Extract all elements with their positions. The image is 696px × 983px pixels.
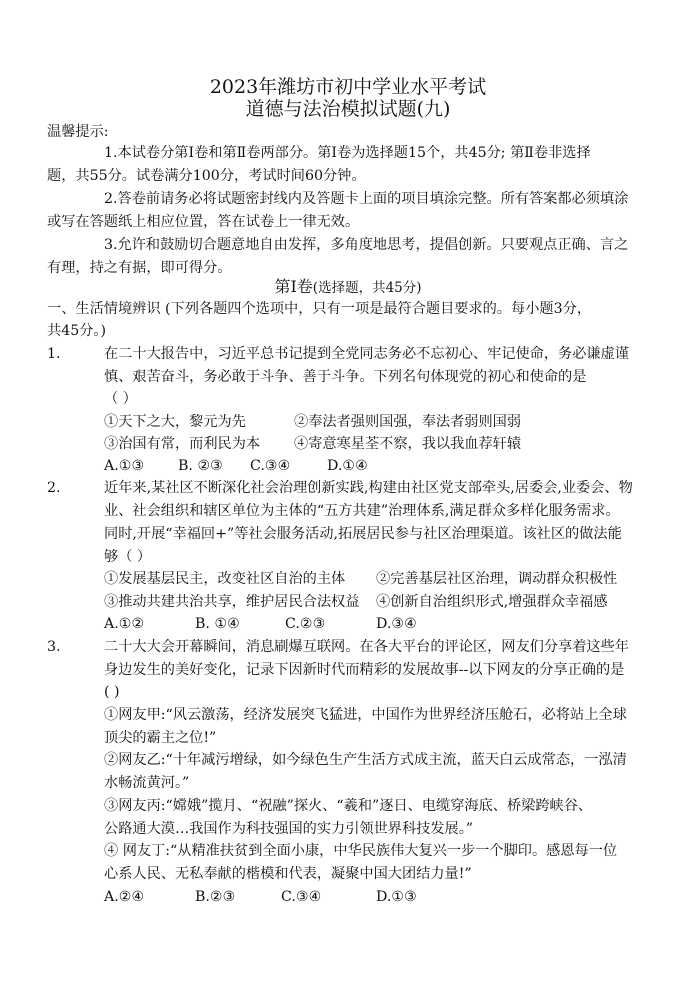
section-instruction: 一、生活情境辨识 (下列各题四个选项中，只有一项是最符合题目要求的。每小题3分， — [47, 301, 592, 317]
section-title: 第Ⅰ卷 — [274, 277, 313, 296]
statement-option: ②完善基层社区治理，调动群众积极性 — [376, 571, 618, 587]
notice-text: 2.答卷前请务必将试题密封线内及答题卡上面的项目填涂完整。所有答案都必须填涂 — [104, 191, 629, 207]
statement-option: ③推动共建共治共享，维护居民合法权益 — [104, 594, 360, 610]
exam-title: 2023年潍坊市初中学业水平考试 — [209, 76, 487, 98]
statement-option: ②网友乙:“十年减污增绿，如今绿色生产生活方式成主流，蓝天白云成常态，一泓清 — [104, 752, 627, 768]
choice-c: C.②③ — [285, 616, 326, 632]
statement-option: ①天下之大，黎元为先 — [104, 414, 246, 430]
statement-option: ④ 网友丁:“从精准扶贫到全面小康，中华民族伟大复兴一步一个脚印。感恩每一位 — [104, 843, 618, 859]
choice-d: D.③④ — [376, 616, 417, 632]
notice-text: 1.本试卷分第Ⅰ卷和第Ⅱ卷两部分。第Ⅰ卷为选择题15个，共45分; 第Ⅱ卷非选择 — [104, 145, 591, 161]
notice-text: 题，共55分。试卷满分100分，考试时间60分钟。 — [47, 168, 366, 184]
statement-option: ③治国有常，而利民为本 — [104, 436, 261, 452]
question-number: 3. — [47, 639, 61, 655]
notice-heading: 温馨提示: — [47, 124, 109, 140]
statement-option: 水畅流黄河。” — [104, 775, 190, 791]
choice-c: C.③④ — [281, 889, 322, 905]
choice-a: A.①② — [104, 616, 145, 632]
section-instruction: 共45分。) — [47, 323, 107, 339]
notice-text: 或写在答题纸上相应位置，答在试卷上一律无效。 — [47, 214, 360, 230]
choice-a: A.①③ — [104, 458, 145, 474]
question-stem: 同时,开展“幸福回+”等社会服务活动,拓展居民参与社区治理渠道。该社区的做法能 — [104, 526, 622, 542]
question-stem: 够（ ） — [104, 549, 152, 565]
statement-option: 顶尖的霸主之位!” — [104, 730, 217, 746]
choice-b: B.②③ — [195, 889, 236, 905]
statement-option: ②奉法者强则国强，奉法者弱则国弱 — [294, 414, 522, 430]
question-number: 2. — [47, 480, 61, 496]
notice-text: 3.允许和鼓励切合题意地自由发挥，多角度地思考，提倡创新。只要观点正确、言之 — [104, 237, 629, 253]
statement-option: 心系人民、无私奉献的楷模和代表，凝聚中国大团结力量!” — [104, 866, 472, 882]
section-subtitle: (选择题，共45分) — [312, 280, 422, 296]
question-number: 1. — [47, 346, 61, 362]
statement-option: 公路通大漠…我国作为科技强国的实力引领世界科技发展。” — [104, 821, 474, 837]
answer-blank: ( ) — [104, 684, 120, 700]
choice-b: B. ②③ — [178, 458, 223, 474]
question-stem: 近年来,某社区不断深化社会治理创新实践,构建由社区党支部牵头,居委会,业委会、物 — [104, 480, 633, 496]
exam-subtitle: 道德与法治模拟试题(九) — [245, 98, 451, 120]
statement-option: ④创新自治组织形式,增强群众幸福感 — [376, 594, 608, 610]
statement-option: ①网友甲:“风云激荡，经济发展突飞猛进，中国作为世界经济压舱石，必将站上全球 — [104, 707, 627, 723]
question-stem: 在二十大报告中，习近平总书记提到全党同志务必不忘初心、牢记使命，务必谦虚谨 — [104, 346, 629, 362]
choice-a: A.②④ — [104, 889, 145, 905]
statement-option: ③网友丙:“嫦娥”揽月、“祝融”探火、“羲和”逐日、电缆穿海底、桥梁跨峡谷、 — [104, 798, 593, 814]
notice-text: 有理，持之有据，即可得分。 — [47, 260, 232, 276]
question-stem: 身边发生的美好变化，记录下因新时代而精彩的发展故事--以下网友的分享正确的是 — [104, 662, 625, 678]
question-stem: 慎、艰苦奋斗，务必敢于斗争、善于斗争。下列名句体现党的初心和使命的是 — [104, 369, 587, 385]
section-heading — [0, 276, 696, 299]
answer-blank: （ ） — [104, 391, 137, 407]
question-stem: 业、社会组织和辖区单位为主体的“五方共建”治理体系,满足群众多样化服务需求。 — [104, 503, 620, 519]
statement-option: ④寄意寒星荃不察，我以我血荐轩辕 — [294, 436, 522, 452]
choice-c: C.③④ — [250, 458, 291, 474]
choice-b: B. ①④ — [195, 616, 240, 632]
question-stem: 二十大大会开幕瞬间，消息刷爆互联网。在各大平台的评论区，网友们分享着这些年 — [104, 639, 629, 655]
choice-d: D.①③ — [376, 889, 417, 905]
statement-option: ①发展基层民主，改变社区自治的主体 — [104, 571, 346, 587]
choice-d: D.①④ — [327, 458, 368, 474]
